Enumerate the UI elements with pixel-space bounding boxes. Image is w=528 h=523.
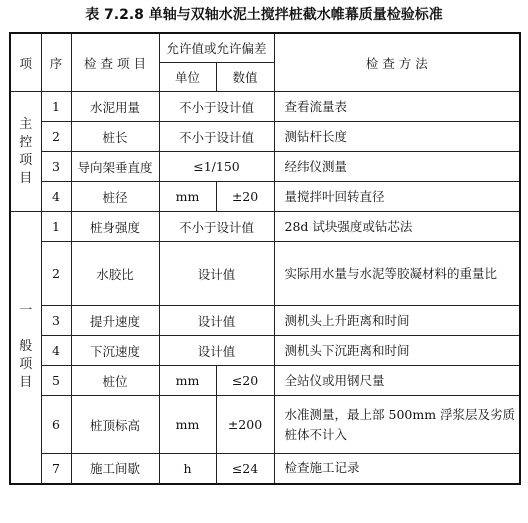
row-item: 水胶比 <box>71 242 159 306</box>
table-row <box>10 92 520 122</box>
table-row <box>10 122 520 152</box>
row-item: 桩身强度 <box>71 212 159 242</box>
group-label-char: 一 <box>19 303 33 319</box>
row-method: 测机头上升距离和时间 <box>274 306 520 336</box>
table-row <box>10 366 520 396</box>
table-row <box>10 212 520 242</box>
row-value: ±20 <box>216 182 274 212</box>
row-no: 1 <box>41 92 71 122</box>
row-item: 水泥用量 <box>71 92 159 122</box>
table-row <box>10 336 520 366</box>
row-item: 桩长 <box>71 122 159 152</box>
row-item: 桩径 <box>71 182 159 212</box>
row-method: 测钻杆长度 <box>274 122 520 152</box>
row-item: 桩位 <box>71 366 159 396</box>
row-method: 实际用水量与水泥等胶凝材料的重量比 <box>274 242 520 306</box>
row-no: 7 <box>41 454 71 484</box>
row-method: 水准测量，最上部 500mm 浮浆层及劣质桩体不计入 <box>274 396 520 454</box>
row-method: 测机头下沉距离和时间 <box>274 336 520 366</box>
group-label-char: 控 <box>19 134 33 150</box>
row-no: 1 <box>41 212 71 242</box>
row-method: 检查施工记录 <box>274 454 520 484</box>
row-no: 3 <box>41 152 71 182</box>
row-tolerance: ≤1/150 <box>159 152 274 182</box>
row-no: 2 <box>41 122 71 152</box>
row-method: 全站仪或用钢尺量 <box>274 366 520 396</box>
row-unit: mm <box>159 366 216 396</box>
row-method: 28d 试块强度或钻芯法 <box>274 212 520 242</box>
row-unit: mm <box>159 182 216 212</box>
row-no: 4 <box>41 336 71 366</box>
group-label-char: 主 <box>19 116 33 132</box>
row-item: 导向架垂直度 <box>71 152 159 182</box>
group-label-general <box>10 212 41 484</box>
header-method: 检 查 方 法 <box>274 33 520 92</box>
table-row <box>10 306 520 336</box>
group-label-char: 般 <box>19 339 33 355</box>
group-label-main <box>10 92 41 212</box>
table-caption: 表 7.2.8 单轴与双轴水泥土搅拌桩截水帷幕质量检验标准 <box>85 7 443 23</box>
table-body <box>10 92 520 484</box>
group-label-char: 项 <box>19 357 33 373</box>
row-no: 4 <box>41 182 71 212</box>
group-label-char: 目 <box>19 375 33 391</box>
row-tolerance: 设计值 <box>159 242 274 306</box>
table-row <box>10 396 520 454</box>
row-no: 3 <box>41 306 71 336</box>
row-method: 查看流量表 <box>274 92 520 122</box>
row-no: 2 <box>41 242 71 306</box>
row-value: ≤20 <box>216 366 274 396</box>
table-row <box>10 242 520 306</box>
row-tolerance: 设计值 <box>159 336 274 366</box>
header-unit: 单位 <box>159 63 216 92</box>
row-tolerance: 不小于设计值 <box>159 212 274 242</box>
row-no: 6 <box>41 396 71 454</box>
header-item: 检 查 项 目 <box>71 33 159 92</box>
header-category: 项 <box>10 33 41 92</box>
row-item: 下沉速度 <box>71 336 159 366</box>
group-label-char: 目 <box>19 170 33 186</box>
row-value: ±200 <box>216 396 274 454</box>
row-item: 施工间歇 <box>71 454 159 484</box>
table-row <box>10 182 520 212</box>
row-no: 5 <box>41 366 71 396</box>
header-value: 数值 <box>216 63 274 92</box>
header-index: 序 <box>41 33 71 92</box>
row-tolerance: 不小于设计值 <box>159 92 274 122</box>
row-method: 经纬仪测量 <box>274 152 520 182</box>
row-value: ≤24 <box>216 454 274 484</box>
header-tolerance: 允许值或允许偏差 <box>159 33 274 63</box>
row-unit: mm <box>159 396 216 454</box>
row-method: 量搅拌叶回转直径 <box>274 182 520 212</box>
quality-inspection-table <box>9 32 521 485</box>
row-item: 桩顶标高 <box>71 396 159 454</box>
row-tolerance: 不小于设计值 <box>159 122 274 152</box>
row-item: 提升速度 <box>71 306 159 336</box>
row-unit: h <box>159 454 216 484</box>
group-label-char: 项 <box>19 152 33 168</box>
table-row <box>10 454 520 484</box>
table-row <box>10 152 520 182</box>
row-tolerance: 设计值 <box>159 306 274 336</box>
